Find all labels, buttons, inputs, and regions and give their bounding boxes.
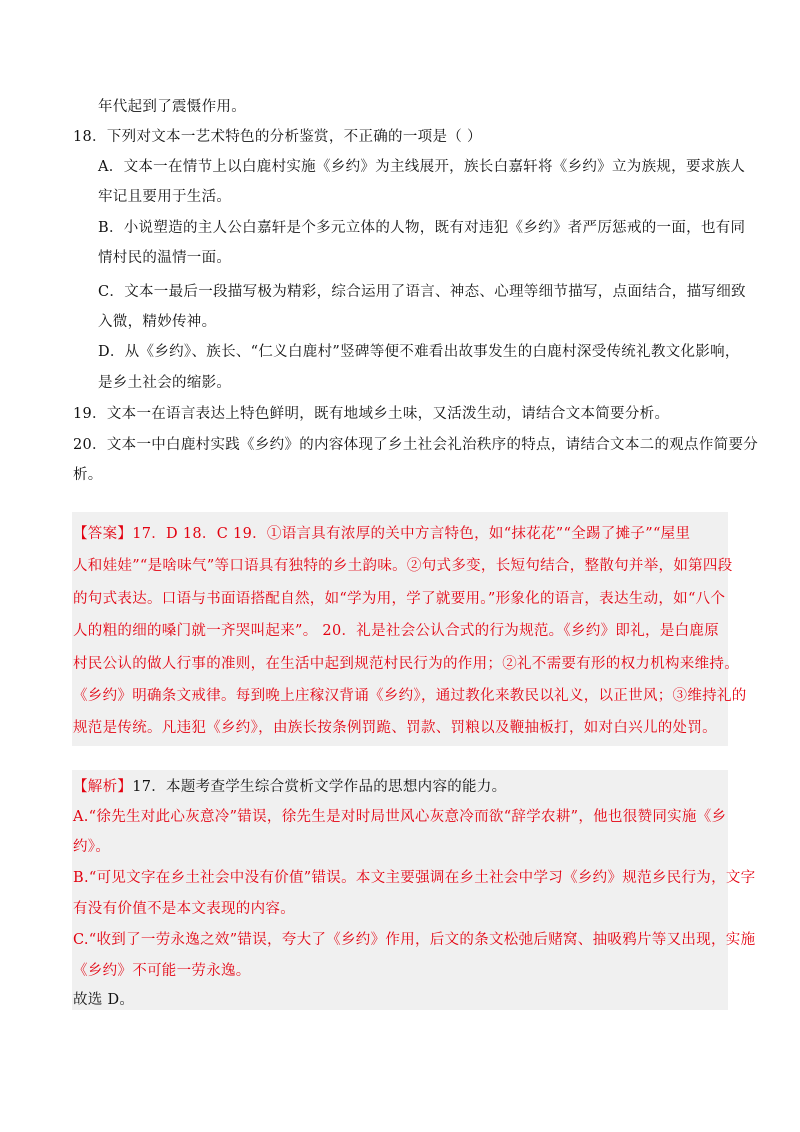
analysis-line: 《乡约》不可能一劳永逸。 — [73, 963, 251, 979]
analysis-label: 【解析】 — [73, 779, 133, 795]
answer-line: 的句式表达。口语与书面语搭配自然，如“学为用，学了就要用。”形象化的语言，表达生动，如“八个 — [73, 591, 726, 607]
q18-stem: 18．下列对文本一艺术特色的分析鉴赏，不正确的一项是（ ） — [73, 129, 482, 145]
analysis-conclusion: 故选 D。 — [73, 992, 135, 1008]
q18-option-c-line2: 入微，精妙传神。 — [98, 314, 217, 330]
q18-option-b-line1: B．小说塑造的主人公白嘉轩是个多元立体的人物，既有对违犯《乡约》者严厉惩戒的一面，也有同 — [98, 220, 746, 236]
answer-line: 村民公认的做人行事的准则，在生活中起到规范村民行为的作用；②礼不需要有形的权力机构来维持。 — [73, 656, 739, 672]
q18-option-d-line1: D．从《乡约》、族长、“仁义白鹿村”竖碑等便不难看出故事发生的白鹿村深受传统礼教文化影响， — [98, 344, 740, 360]
answer-line: 人的粗的细的嗓门就一齐哭叫起来”。 20．礼是社会公认合式的行为规范。《乡约》即礼，是白鹿原 — [73, 623, 720, 639]
q19-text: 19．文本一在语言表达上特色鲜明，既有地域乡土味，又活泼生动，请结合文本简要分析。 — [73, 406, 670, 422]
analysis-line: C.“收到了一劳永逸之效”错误，夸大了《乡约》作用，后文的条文松弛后赌窝、抽吸鸦片等又出现，实施 — [73, 932, 756, 948]
analysis-line: B.“可见文字在乡土社会中没有价值”错误。本文主要强调在乡土社会中学习《乡约》规范乡民行为，文字 — [73, 870, 756, 886]
analysis-line: 有没有价值不是本文表现的内容。 — [73, 901, 295, 917]
answer-line: 规范是传统。凡违犯《乡约》，由族长按条例罚跪、罚款、罚粮以及鞭抽板打，如对白兴儿的处罚。 — [73, 720, 717, 736]
q18-option-c-line1: C．文本一最后一段描写极为精彩，综合运用了语言、神态、心理等细节描写，点面结合，描写细致 — [98, 284, 746, 300]
q18-option-d-line2: 是乡土社会的缩影。 — [98, 375, 232, 391]
q18-option-a-line2: 牢记且要用于生活。 — [98, 189, 232, 205]
q18-option-b-line2: 情村民的温情一面。 — [98, 250, 232, 266]
q17-tail-text: 年代起到了震慑作用。 — [98, 99, 246, 115]
answer-line: 【答案】17．D 18．C 19．①语言具有浓厚的关中方言特色，如“抹花花”“全踢了摊子”“屋里 — [73, 526, 691, 542]
analysis-line: 约》。 — [73, 839, 111, 855]
q20-line1: 20．文本一中白鹿村实践《乡约》的内容体现了乡土社会礼治秩序的特点，请结合文本二的观点作简要分 — [73, 437, 759, 453]
q18-option-a-line1: A．文本一在情节上以白鹿村实施《乡约》为主线展开，族长白嘉轩将《乡约》立为族规，要求族人 — [98, 159, 746, 175]
analysis-intro: 17．本题考查学生综合赏析文学作品的思想内容的能力。 — [132, 779, 507, 795]
answer-line: 《乡约》明确条文戒律。每到晚上庄稼汉背诵《乡约》，通过教化来教民以礼义，以正世风；③维持礼的 — [73, 688, 747, 704]
analysis-heading — [73, 777, 506, 797]
analysis-line: A.“徐先生对此心灰意冷”错误，徐先生是对时局世风心灰意冷而欲“辞学农耕”，他也很赞同实施《乡 — [73, 809, 727, 825]
answer-line: 人和娃娃”“是啥味气”等口语具有独特的乡土韵味。②句式多变，长短句结合，整散句并举，如第四段 — [73, 558, 733, 574]
q20-line2: 析。 — [73, 467, 103, 483]
